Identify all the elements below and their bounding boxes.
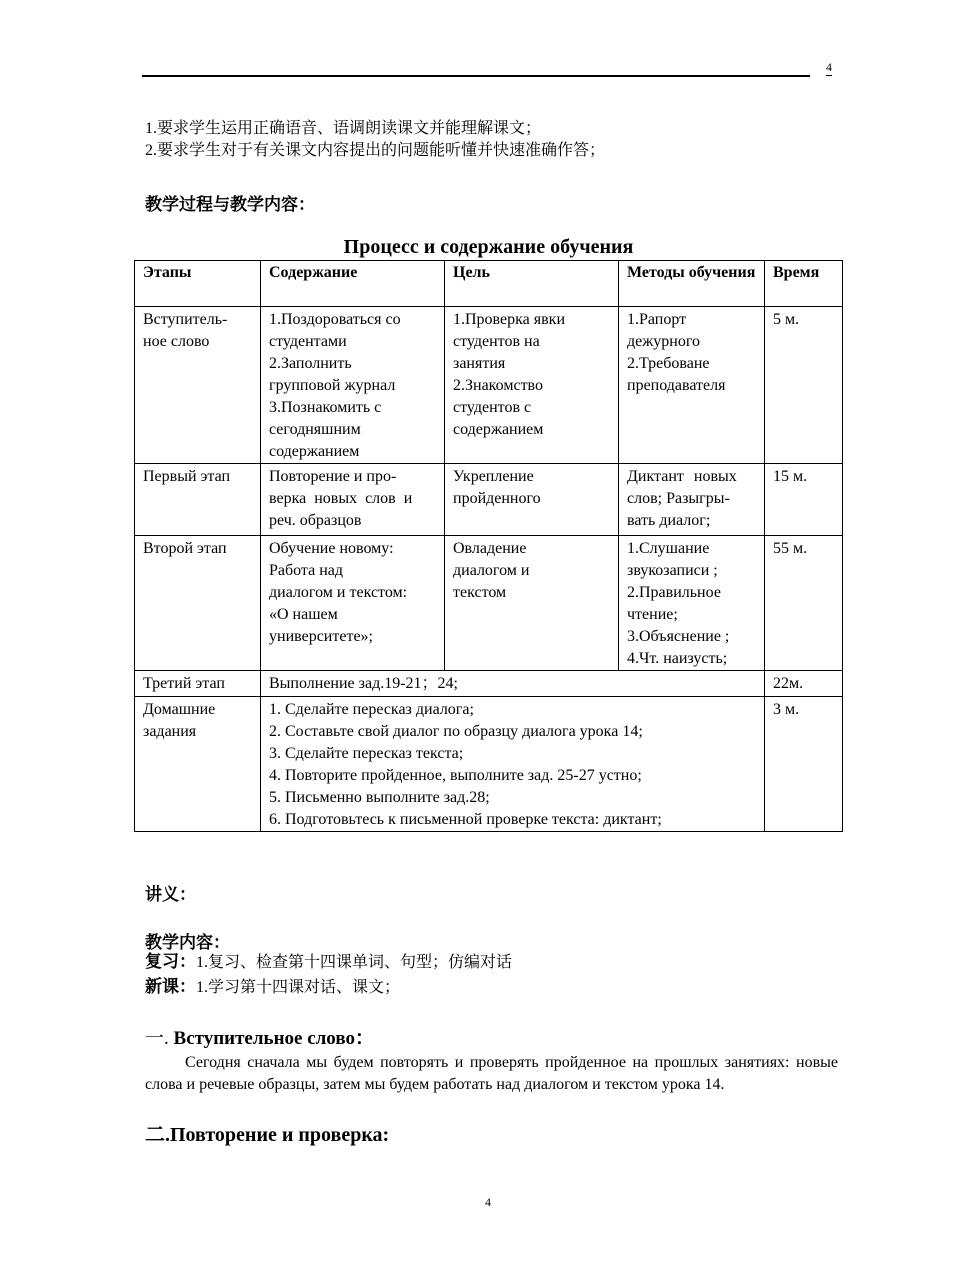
cell-line: Овладение [453,540,527,557]
new-lesson-label: 新课： [145,977,196,996]
header-content: Содержание [261,261,445,307]
cell-methods [619,536,765,671]
cell-line: ное слово [143,333,210,350]
cell-line: Повторение и про- [269,468,397,485]
table-row [135,697,843,832]
cell-line: чтение; [627,606,678,623]
intro-requirements [145,118,605,162]
cell-line: 2.Знакомство [453,377,543,394]
review-label: 复习： [145,952,196,971]
cell-stage [135,464,261,536]
header-page-number: 4 [826,60,832,74]
new-lesson-line [145,975,400,1000]
header-stages: Этапы [135,261,261,307]
cell-line: звукозаписи ; [627,562,718,579]
cell-line: диалогом и текстом: [269,584,408,601]
cell-line: верка новых слов и [269,490,413,507]
cell-line: 1.Проверка явки [453,311,565,328]
cell-line: 3.Познакомить с [269,399,382,416]
cell-line: 1.Слушание [627,540,710,557]
cell-methods [619,307,765,464]
cell-time: 22м. [765,671,843,697]
cell-line: Укрепление [453,468,534,485]
header-rule [142,75,810,77]
homework-item: 2. Составьте свой диалог по образцу диалога урока 14; [269,723,643,740]
table-header-row [135,261,843,307]
cell-line: Вступитель- [143,311,228,328]
homework-item: 4. Повторите пройденное, выполните зад. 25-27 устно; [269,767,642,784]
cell-line: задания [143,723,197,740]
cell-goal [445,536,619,671]
section-intro-prefix: 一. [145,1028,169,1049]
cell-time: 5 м. [765,307,843,464]
lesson-plan-table [134,260,843,832]
cell-line: пройденного [453,490,541,507]
cell-time: 55 м. [765,536,843,671]
cell-line: 4.Чт. наизусть; [627,650,728,667]
process-heading: 教学过程与教学内容： [145,195,315,214]
homework-item: 5. Письменно выполните зад.28; [269,789,490,806]
cell-line: реч. образцов [269,512,362,529]
review-line [145,950,512,975]
cell-content: Выполнение зад.19-21；24; [261,671,765,697]
cell-line: Первый этап [143,468,231,485]
cell-time: 3 м. [765,697,843,832]
header-goal: Цель [445,261,619,307]
cell-content [261,536,445,671]
footer-page-number: 4 [485,1195,491,1209]
cell-line: Домашние [143,701,216,718]
intro-line: 1.要求学生运用正确语音、语调朗读课文并能理解课文； [145,120,542,137]
header-methods: Методы обучения [619,261,765,307]
cell-methods [619,464,765,536]
cell-line: Работа над [269,562,344,579]
homework-item: 6. Подготовьтесь к письменной проверке текста: диктант; [269,811,662,828]
cell-line: 2.Заполнить [269,355,352,372]
cell-line: университете»; [269,628,373,645]
cell-homework-list [261,697,765,832]
content-heading: 教学内容： [145,933,230,952]
cell-line: сегодняшним [269,421,361,438]
cell-line: текстом [453,584,507,601]
cell-line: Обучение новому: [269,540,394,557]
cell-line: Диктант новых [627,468,737,485]
cell-line: 1.Рапорт [627,311,687,328]
section-intro-title: Вступительное слово： [173,1028,374,1049]
cell-goal [445,464,619,536]
section-review-title: 二.Повторение и проверка: [145,1124,390,1146]
cell-content [261,307,445,464]
cell-goal [445,307,619,464]
header-time: Время [765,261,843,307]
cell-line: слов; Разыгры- [627,490,730,507]
cell-line: содержанием [453,421,544,438]
cell-line: Второй этап [143,540,227,557]
cell-line: содержанием [269,443,360,460]
cell-line: 3.Объяснение ; [627,628,730,645]
section-intro-paragraph: Сегодня сначала мы будем повторять и проверять пройденное на прошлых занятиях: новые слова и речевые образцы, затем мы будем работать над диалогом и текстом урока 14. [145,1054,838,1093]
table-row [135,307,843,464]
new-lesson-text: 1.学习第十四课对话、课文； [196,979,401,996]
cell-line: «О нашем [269,606,338,623]
homework-item: 1. Сделайте пересказ диалога; [269,701,474,718]
cell-line: студентами [269,333,347,350]
section-review-heading [145,1121,389,1149]
section-intro-text [145,1052,838,1096]
cell-line: студентов с [453,399,532,416]
homework-item: 3. Сделайте пересказ текста; [269,745,464,762]
cell-line: 2.Правильное [627,584,721,601]
cell-line: 2.Требоване [627,355,710,372]
section-intro-heading [145,1026,374,1052]
intro-line: 2.要求学生对于有关课文内容提出的问题能听懂并快速准确作答； [145,142,606,159]
table-row [135,671,843,697]
cell-time: 15 м. [765,464,843,536]
cell-stage [135,307,261,464]
cell-line: дежурного [627,333,701,350]
cell-line: диалогом и [453,562,530,579]
cell-line: 1.Поздороваться со [269,311,401,328]
cell-line: студентов на [453,333,540,350]
cell-content [261,464,445,536]
cell-line: групповой журнал [269,377,396,394]
table-row [135,464,843,536]
handout-heading: 讲义： [145,885,196,904]
cell-line: занятия [453,355,506,372]
cell-stage: Третий этап [135,671,261,697]
table-row [135,536,843,671]
cell-stage [135,697,261,832]
cell-stage [135,536,261,671]
table-title: Процесс и содержание обучения [343,236,634,258]
cell-line: преподавателя [627,377,726,394]
review-text: 1.复习、检查第十四课单词、句型；仿编对话 [196,954,513,971]
cell-line: вать диалог; [627,512,711,529]
